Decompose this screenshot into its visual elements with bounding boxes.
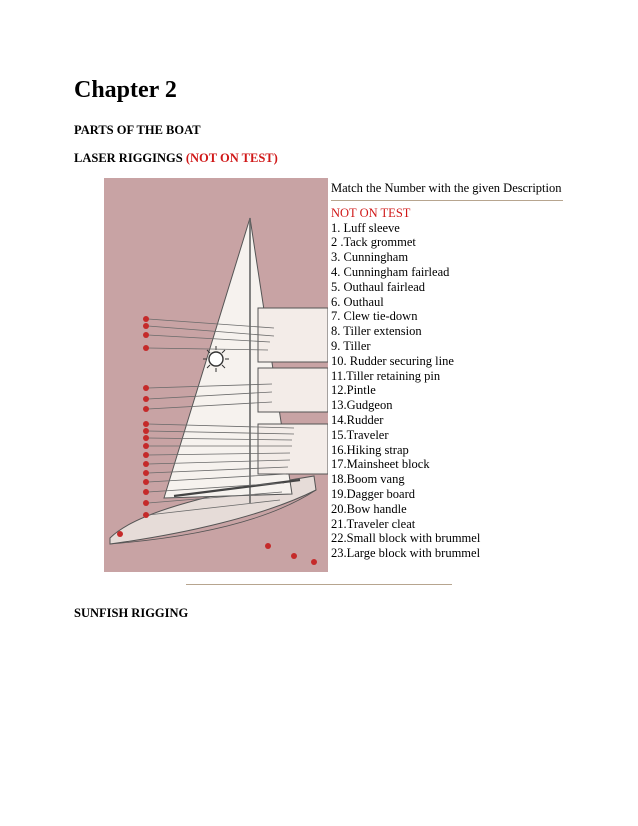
legend-item: 13.Gudgeon <box>331 398 393 413</box>
section-heading: PARTS OF THE BOAT <box>74 123 201 137</box>
legend-item: 12.Pintle <box>331 383 376 398</box>
section-divider <box>186 584 452 585</box>
laser-rigging-diagram <box>104 178 328 572</box>
detail-inset-top <box>258 308 328 362</box>
laser-boat-illustration <box>104 178 328 572</box>
legend-item: 17.Mainsheet block <box>331 457 430 472</box>
legend-not-on-test: NOT ON TEST <box>331 205 411 220</box>
legend-item: 15.Traveler <box>331 427 389 442</box>
legend-item: 21.Traveler cleat <box>331 516 416 531</box>
legend-item: 4. Cunningham fairlead <box>331 264 450 279</box>
legend-header: Match the Number with the given Description <box>331 181 562 195</box>
legend-item: 20.Bow handle <box>331 501 407 516</box>
legend-divider <box>331 200 563 201</box>
legend-item: 9. Tiller <box>331 338 371 353</box>
legend-item: 6. Outhaul <box>331 294 384 309</box>
chapter-title: Chapter 2 <box>74 77 177 103</box>
parts-legend <box>331 181 563 561</box>
laser-sun-logo <box>209 352 223 366</box>
legend-item: 23.Large block with brummel <box>331 546 481 561</box>
legend-item: 22.Small block with brummel <box>331 531 481 546</box>
detail-inset-middle <box>258 368 328 412</box>
legend-item: 7. Clew tie-down <box>331 309 418 324</box>
legend-item: 19.Dagger board <box>331 486 415 501</box>
legend-item: 2 .Tack grommet <box>331 235 416 250</box>
legend-item: 5. Outhaul fairlead <box>331 279 426 294</box>
not-on-test-note: (NOT ON TEST) <box>185 151 278 165</box>
legend-item: 18.Boom vang <box>331 472 405 487</box>
legend-items <box>331 221 563 561</box>
legend-item: 11.Tiller retaining pin <box>331 368 441 383</box>
legend-item: 3. Cunningham <box>331 250 409 265</box>
sunfish-rigging-heading: SUNFISH RIGGING <box>74 606 189 620</box>
legend-item: 8. Tiller extension <box>331 324 422 339</box>
laser-riggings-heading <box>74 150 278 166</box>
legend-item: 16.Hiking strap <box>331 442 409 457</box>
detail-inset-bottom <box>258 424 328 474</box>
legend-item: 14.Rudder <box>331 412 384 427</box>
legend-item: 10. Rudder securing line <box>331 353 454 368</box>
legend-item: 1. Luff sleeve <box>331 220 400 235</box>
laser-riggings-text: LASER RIGGINGS <box>74 151 183 165</box>
